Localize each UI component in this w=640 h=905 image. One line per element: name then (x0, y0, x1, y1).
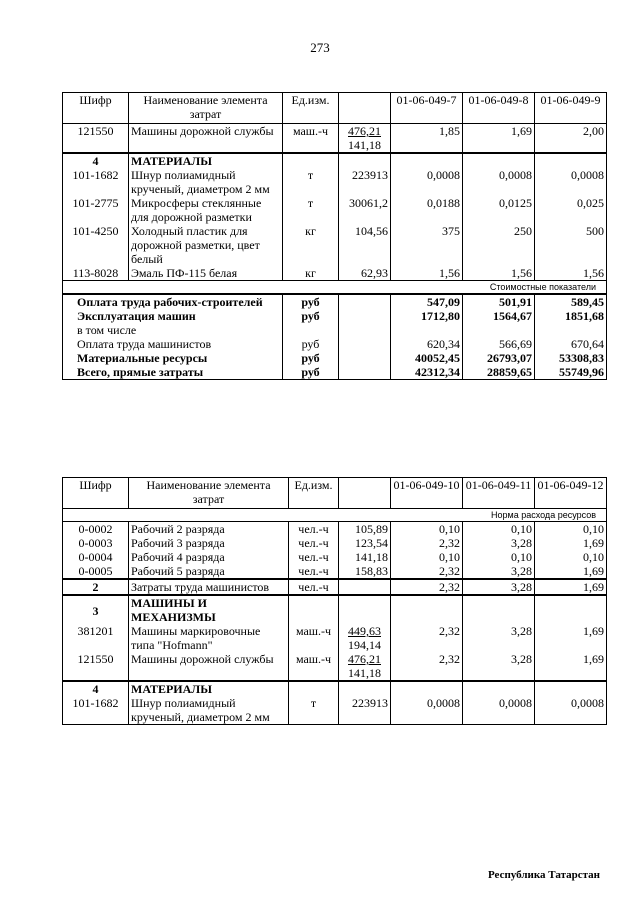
row-value-2: 3,28 (463, 624, 535, 652)
row-name: Холодный пластик для дорожной разметки, цвет белый (129, 224, 283, 266)
row-value-3: 0,10 (535, 522, 607, 537)
summary-row (63, 309, 607, 337)
summary-value-3: 670,64 (535, 337, 607, 351)
row-value-1: 0,0008 (391, 168, 463, 196)
summary-unit: руб (283, 294, 339, 309)
row-value-2: 0,0008 (463, 168, 535, 196)
row-unit: кг (283, 266, 339, 281)
row-name: Шнур полиамидный крученый, диаметром 2 мм (129, 696, 289, 725)
norm-caption: Норма расхода ресурсов (63, 509, 607, 522)
section-value-2: 3,28 (463, 579, 535, 595)
table-row (63, 196, 607, 224)
row-code: 101-4250 (63, 224, 129, 266)
row-name: Рабочий 2 разряда (129, 522, 289, 537)
summary-name: Оплата труда машинистов (63, 337, 283, 351)
row-code: 0-0005 (63, 564, 129, 579)
row-value-2: 3,28 (463, 564, 535, 579)
header-unit: Ед.изм. (289, 478, 339, 509)
row-code: 381201 (63, 624, 129, 652)
page-number: 273 (310, 40, 330, 55)
row-value-3: 0,025 (535, 196, 607, 224)
row-name: Рабочий 4 разряда (129, 550, 289, 564)
row-unit: т (283, 168, 339, 196)
summary-value-1: 547,09 (391, 294, 463, 309)
row-price (339, 624, 391, 652)
row-value-3: 1,69 (535, 564, 607, 579)
table-row (63, 624, 607, 652)
row-name: Машины дорожной службы (129, 124, 283, 154)
row-value-3: 0,10 (535, 550, 607, 564)
row-value-1: 0,10 (391, 522, 463, 537)
summary-value-1: 620,34 (391, 337, 463, 351)
row-value-1: 1,85 (391, 124, 463, 154)
row-value-2: 0,10 (463, 522, 535, 537)
row-price (339, 652, 391, 681)
section-row (63, 579, 607, 595)
row-value-2: 0,0008 (463, 696, 535, 725)
header-price (339, 478, 391, 509)
summary-value-3: 1851,68 (535, 309, 607, 337)
summary-row (63, 337, 607, 351)
row-value-3: 1,56 (535, 266, 607, 281)
row-value-2: 250 (463, 224, 535, 266)
row-value-1: 375 (391, 224, 463, 266)
row-name: Машины дорожной службы (129, 652, 289, 681)
header-code: Шифр (63, 478, 129, 509)
row-price: 158,83 (339, 564, 391, 579)
row-value-3: 1,69 (535, 652, 607, 681)
table-row (63, 652, 607, 681)
caption-row (63, 509, 607, 522)
section-code: 2 (63, 579, 129, 595)
summary-value-2: 28859,65 (463, 365, 535, 380)
section-code: 4 (63, 153, 129, 168)
row-unit: чел.-ч (289, 564, 339, 579)
row-code: 101-1682 (63, 168, 129, 196)
summary-incl-label: в том числе (77, 323, 137, 337)
header-unit: Ед.изм. (283, 93, 339, 124)
row-value-3: 1,69 (535, 624, 607, 652)
row-price: 123,54 (339, 536, 391, 550)
row-value-2: 0,0125 (463, 196, 535, 224)
section-title: МАТЕРИАЛЫ (129, 681, 289, 696)
price-top: 476,21 (348, 652, 381, 666)
row-name: Рабочий 5 разряда (129, 564, 289, 579)
summary-value-1: 42312,34 (391, 365, 463, 380)
header-col3: 01-06-049-12 (535, 478, 607, 509)
section-unit: чел.-ч (289, 579, 339, 595)
table-row (63, 224, 607, 266)
summary-unit: руб (283, 351, 339, 365)
summary-value-2: 566,69 (463, 337, 535, 351)
row-value-1: 2,32 (391, 564, 463, 579)
row-code: 0-0002 (63, 522, 129, 537)
footer-region: Республика Татарстан (487, 869, 600, 881)
summary-name (63, 309, 283, 337)
price-bottom: 194,14 (348, 638, 381, 652)
summary-value-2: 1564,67 (463, 309, 535, 337)
row-value-3: 500 (535, 224, 607, 266)
summary-value-3: 55749,96 (535, 365, 607, 380)
summary-row (63, 294, 607, 309)
row-unit: т (289, 696, 339, 725)
row-value-3: 2,00 (535, 124, 607, 154)
table-row (63, 522, 607, 537)
section-title: МАШИНЫ И МЕХАНИЗМЫ (129, 595, 289, 624)
row-code: 113-8028 (63, 266, 129, 281)
header-name: Наименование элемента затрат (129, 93, 283, 124)
section-row (63, 681, 607, 696)
resource-table-1 (62, 92, 607, 380)
row-code: 0-0004 (63, 550, 129, 564)
resource-table-2 (62, 477, 607, 725)
row-unit: маш.-ч (283, 124, 339, 154)
row-value-2: 3,28 (463, 652, 535, 681)
row-name: Рабочий 3 разряда (129, 536, 289, 550)
summary-value-1: 1712,80 (391, 309, 463, 337)
row-value-1: 2,32 (391, 652, 463, 681)
summary-row (63, 365, 607, 380)
table-header-row (63, 478, 607, 509)
row-value-3: 0,0008 (535, 168, 607, 196)
summary-value-1: 40052,45 (391, 351, 463, 365)
row-price: 30061,2 (339, 196, 391, 224)
price-top: 449,63 (348, 624, 381, 638)
row-value-1: 0,0008 (391, 696, 463, 725)
table-row (63, 168, 607, 196)
table-row (63, 536, 607, 550)
row-name: Микросферы стеклянные для дорожной разметки (129, 196, 283, 224)
summary-row (63, 351, 607, 365)
summary-name: Всего, прямые затраты (63, 365, 283, 380)
row-name: Эмаль ПФ-115 белая (129, 266, 283, 281)
row-unit: маш.-ч (289, 652, 339, 681)
row-unit: маш.-ч (289, 624, 339, 652)
table-row (63, 550, 607, 564)
row-code: 0-0003 (63, 536, 129, 550)
summary-value-2: 501,91 (463, 294, 535, 309)
header-name: Наименование элемента затрат (129, 478, 289, 509)
price-top: 476,21 (348, 124, 381, 138)
row-code: 101-1682 (63, 696, 129, 725)
row-unit: т (283, 196, 339, 224)
row-price: 223913 (339, 168, 391, 196)
section-row (63, 153, 607, 168)
row-unit: чел.-ч (289, 550, 339, 564)
row-value-2: 0,10 (463, 550, 535, 564)
row-unit: чел.-ч (289, 536, 339, 550)
section-value-1: 2,32 (391, 579, 463, 595)
table-header-row (63, 93, 607, 124)
header-price (339, 93, 391, 124)
row-value-1: 0,10 (391, 550, 463, 564)
summary-unit: руб (283, 309, 339, 337)
header-col2: 01-06-049-11 (463, 478, 535, 509)
row-price: 104,56 (339, 224, 391, 266)
header-col1: 01-06-049-7 (391, 93, 463, 124)
header-col3: 01-06-049-9 (535, 93, 607, 124)
row-name: Шнур полиамидный крученый, диаметром 2 мм (129, 168, 283, 196)
row-value-1: 1,56 (391, 266, 463, 281)
row-price: 223913 (339, 696, 391, 725)
row-unit: кг (283, 224, 339, 266)
price-bottom: 141,18 (348, 666, 381, 680)
row-value-2: 1,69 (463, 124, 535, 154)
row-value-1: 2,32 (391, 624, 463, 652)
row-unit: чел.-ч (289, 522, 339, 537)
header-col1: 01-06-049-10 (391, 478, 463, 509)
table-row (63, 266, 607, 281)
row-price: 62,93 (339, 266, 391, 281)
table-row (63, 696, 607, 725)
table-row (63, 564, 607, 579)
row-value-3: 1,69 (535, 536, 607, 550)
row-value-1: 2,32 (391, 536, 463, 550)
summary-unit: руб (283, 365, 339, 380)
price-bottom: 141,18 (348, 138, 381, 152)
row-name: Машины маркировочные типа "Hofmann" (129, 624, 289, 652)
row-value-2: 1,56 (463, 266, 535, 281)
summary-name: Материальные ресурсы (63, 351, 283, 365)
summary-unit: руб (283, 337, 339, 351)
row-price (339, 124, 391, 154)
table-row (63, 124, 607, 154)
row-code: 121550 (63, 124, 129, 154)
summary-name: Оплата труда рабочих-строителей (63, 294, 283, 309)
section-row (63, 595, 607, 624)
header-code: Шифр (63, 93, 129, 124)
section-code: 4 (63, 681, 129, 696)
summary-value-2: 26793,07 (463, 351, 535, 365)
row-value-1: 0,0188 (391, 196, 463, 224)
header-col2: 01-06-049-8 (463, 93, 535, 124)
row-code: 121550 (63, 652, 129, 681)
row-value-2: 3,28 (463, 536, 535, 550)
section-code: 3 (63, 595, 129, 624)
row-code: 101-2775 (63, 196, 129, 224)
cost-caption: Стоимостные показатели (63, 281, 607, 295)
summary-value-3: 589,45 (535, 294, 607, 309)
section-title: МАТЕРИАЛЫ (129, 153, 283, 168)
section-name: Затраты труда машинистов (129, 579, 289, 595)
row-price: 141,18 (339, 550, 391, 564)
summary-machines-label: Эксплуатация машин (77, 309, 196, 323)
caption-row (63, 281, 607, 295)
summary-value-3: 53308,83 (535, 351, 607, 365)
row-price: 105,89 (339, 522, 391, 537)
row-value-3: 0,0008 (535, 696, 607, 725)
section-value-3: 1,69 (535, 579, 607, 595)
